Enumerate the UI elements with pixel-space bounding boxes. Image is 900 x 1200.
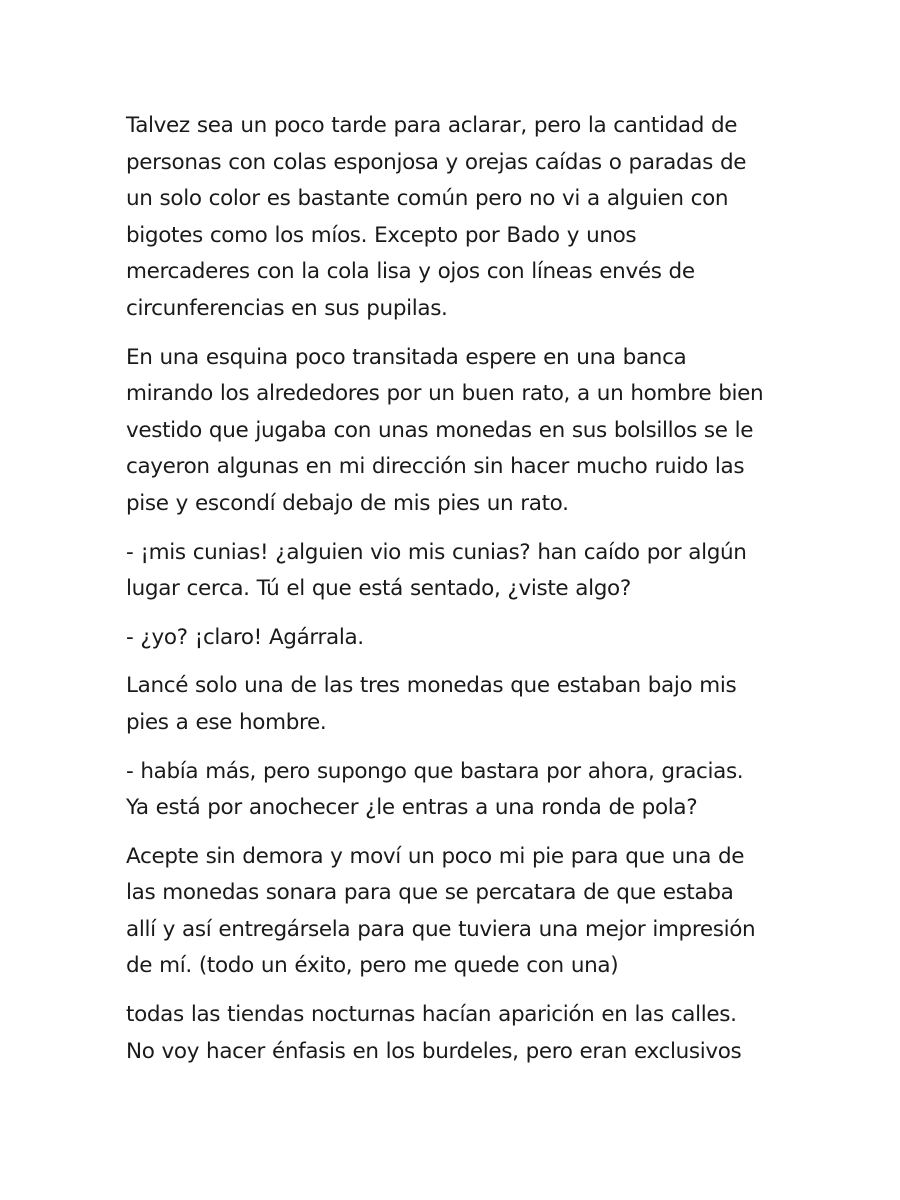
- text-line: circunferencias en sus pupilas.: [126, 295, 448, 321]
- document-body: [126, 108, 786, 1082]
- text-line: En una esquina poco transitada espere en una banca: [126, 344, 687, 370]
- text-line: mercaderes con la cola lisa y ojos con líneas envés de: [126, 259, 695, 285]
- text-line: No voy hacer énfasis en los burdeles, pero eran exclusivos: [126, 1038, 742, 1064]
- paragraph: [126, 108, 786, 328]
- text-line: vestido que jugaba con unas monedas en sus bolsillos se le: [126, 417, 754, 443]
- text-line: Lancé solo una de las tres monedas que estaban bajo mis: [126, 673, 737, 699]
- text-line: pise y escondí debajo de mis pies un rato.: [126, 490, 569, 516]
- text-line: mirando los alrededores por un buen rato, a un hombre bien: [126, 381, 764, 407]
- text-line: Acepte sin demora y moví un poco mi pie para que una de: [126, 843, 745, 869]
- text-line: las monedas sonara para que se percatara de que estaba: [126, 880, 734, 906]
- dialogue-paragraph: [126, 754, 786, 827]
- text-line: - ¿yo? ¡claro! Agárrala.: [126, 624, 364, 650]
- text-line: cayeron algunas en mi dirección sin hacer mucho ruido las: [126, 454, 745, 480]
- text-line: lugar cerca. Tú el que está sentado, ¿viste algo?: [126, 576, 631, 602]
- text-line: Ya está por anochecer ¿le entras a una ronda de pola?: [126, 795, 698, 821]
- paragraph: [126, 997, 786, 1070]
- text-line: un solo color es bastante común pero no vi a alguien con: [126, 186, 729, 212]
- text-line: - ¡mis cunias! ¿alguien vio mis cunias? han caído por algún: [126, 539, 747, 565]
- dialogue-paragraph: [126, 535, 786, 608]
- text-line: pies a ese hombre.: [126, 709, 327, 735]
- text-line: bigotes como los míos. Excepto por Bado y unos: [126, 222, 637, 248]
- text-line: personas con colas esponjosa y orejas caídas o paradas de: [126, 149, 747, 175]
- paragraph: [126, 668, 786, 741]
- text-line: allí y así entregársela para que tuviera una mejor impresión: [126, 916, 756, 942]
- paragraph: [126, 839, 786, 985]
- text-line: - había más, pero supongo que bastara por ahora, gracias.: [126, 758, 744, 784]
- text-line: de mí. (todo un éxito, pero me quede con una): [126, 953, 619, 979]
- dialogue-paragraph: [126, 620, 786, 657]
- text-line: Talvez sea un poco tarde para aclarar, pero la cantidad de: [126, 113, 738, 138]
- paragraph: [126, 340, 786, 523]
- text-line: todas las tiendas nocturnas hacían aparición en las calles.: [126, 1002, 737, 1028]
